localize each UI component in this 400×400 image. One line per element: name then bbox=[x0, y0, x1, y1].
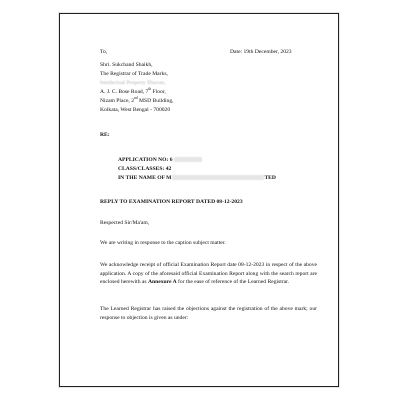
addressee-road: A. J. C. Bose Road, 7th Floor, bbox=[100, 87, 166, 95]
letter-page bbox=[59, 13, 339, 387]
paragraph-acknowledgement: We acknowledge receipt of official Examination Report date 08-12-2023 in respect of the above application. A copy of the aforesaid official Examination Report along with the search report are enclosed herewith as Annexure A for the ease of reference of the Learned Registrar. bbox=[100, 262, 317, 286]
application-number: APPLICATION NO: 6 bbox=[118, 157, 202, 164]
re-label: RE: bbox=[100, 132, 110, 138]
redacted-block bbox=[174, 157, 202, 162]
salutation: Respected Sir/Ma'am, bbox=[100, 220, 150, 226]
applicant-name: IN THE NAME OF M TED bbox=[118, 175, 276, 181]
reply-heading: REPLY TO EXAMINATION REPORT DATED 08-12-2023 bbox=[100, 199, 243, 205]
letter-date: Date: 19th December, 2023 bbox=[230, 49, 292, 55]
class-number: CLASS/CLASSES: 42 bbox=[118, 166, 172, 172]
addressee-building: Intellectual Property Bhavan, bbox=[100, 80, 166, 86]
addressee-title: The Registrar of Trade Marks, bbox=[100, 71, 168, 77]
redacted-block bbox=[172, 175, 264, 180]
addressee-city: Kolkata, West Bengal - 700020 bbox=[100, 107, 171, 113]
addressee-nizam: Nizam Place, 2nd MSD Building, bbox=[100, 96, 174, 104]
addressee-name: Shri. Sukchand Shaikh, bbox=[100, 62, 153, 68]
paragraph-objections: The Learned Registrar has raised the objections against the registration of the above mark; our response to objection is given as under: bbox=[100, 306, 317, 321]
paragraph-intro: We are writing in response to the caption subject matter. bbox=[100, 240, 226, 246]
to-label: To, bbox=[100, 49, 108, 55]
